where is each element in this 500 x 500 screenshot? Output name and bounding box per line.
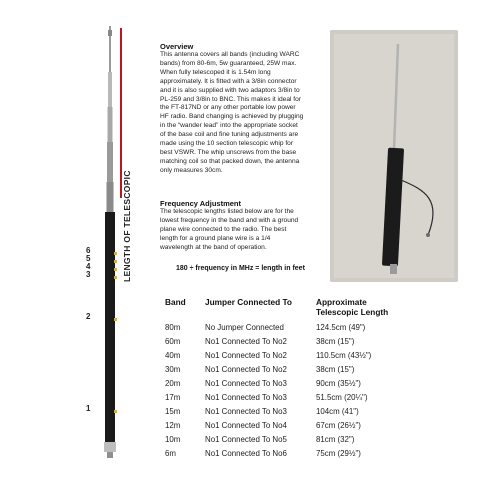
header-band: Band [165,297,186,307]
band-cell: 40m [165,351,181,360]
length-cell: 67cm (26½") [316,421,361,430]
socket-number-2: 2 [86,312,91,321]
text-line: approximately. It is fitted with a 3/8in connector [160,77,297,85]
connector-pin [107,452,113,458]
band-cell: 60m [165,337,181,346]
text-line: wavelength at the band of operation. [160,243,267,251]
length-cell: 110.5cm (43½") [316,351,372,360]
table-row [165,365,465,379]
jumper-cell: No Jumper Connected [205,323,284,332]
length-cell: 75cm (29½") [316,449,361,458]
band-cell: 6m [165,449,176,458]
vertical-length-label: LENGTH OF TELESCOPIC [122,170,132,282]
band-table [165,297,465,463]
text-line: lowest frequency in the band and with a ground [160,216,299,224]
table-header [165,297,465,323]
coil-body [105,212,115,442]
text-line: This antenna covers all bands (including WARC [160,51,300,58]
length-cell: 38cm (15") [316,365,355,374]
socket-2 [114,318,117,321]
frequency-heading: Frequency Adjustment [160,199,241,208]
telescopic-section [107,182,114,212]
socket-number-1: 1 [86,404,91,413]
base-connector [104,442,116,452]
socket-number-6: 6 [86,246,91,255]
length-cell: 90cm (35½") [316,379,361,388]
antenna-photo [330,30,458,282]
text-line: plane wire connected to the radio. The best [160,225,287,233]
text-line: and it is also supplied with two adaptors 3/8in to [160,86,300,94]
text-line: matching coil so that packed down, the antenna [160,157,300,165]
socket-5 [114,260,117,263]
text-line: HF radio. Band changing is achieved by plugging [160,113,304,121]
frequency-formula: 180 ÷ frequency in MHz = length in feet [176,265,305,272]
text-line: length for a ground plane wire is a 1/4 [160,234,271,242]
text-line: best VSWR. The whip unscrews from the base [160,148,297,156]
telescopic-section [107,142,113,182]
header-jumper: Jumper Connected To [205,297,292,307]
whip-cap [108,30,112,36]
jumper-cell: No1 Connected To No3 [205,379,287,388]
band-cell: 10m [165,435,181,444]
photo-connector [390,264,397,274]
socket-1 [114,410,117,413]
text-line: the FT-817ND or any other portable low power [160,104,296,112]
text-line: When fully telescoped it is 1.54m long [160,68,271,76]
table-row [165,407,465,421]
jumper-cell: No1 Connected To No3 [205,393,287,402]
table-row [165,435,465,449]
frequency-text [160,208,328,253]
jumper-cell: No1 Connected To No6 [205,449,287,458]
jumper-cell: No1 Connected To No2 [205,337,287,346]
band-cell: 15m [165,407,181,416]
length-cell: 104cm (41") [316,407,359,416]
telescopic-section [108,107,113,142]
jumper-cell: No1 Connected To No2 [205,351,287,360]
text-line: PL-259 and 3/8in to BNC. This makes it ideal for [160,95,301,103]
text-line: of the base coil and fine tuning adjustments are [160,131,299,139]
table-row [165,449,465,463]
socket-number-4: 4 [86,262,91,271]
header-length-line2: Telescopic Length [316,307,389,317]
jumper-cell: No1 Connected To No3 [205,407,287,416]
band-cell: 80m [165,323,181,332]
telescopic-section [108,72,112,107]
band-cell: 30m [165,365,181,374]
band-cell: 17m [165,393,181,402]
socket-6 [114,252,117,255]
text-line: bands) from 80-6m, 5w guaranteed, 25W max. [160,59,297,67]
jumper-cell: No1 Connected To No2 [205,365,287,374]
header-length-line1: Approximate [316,297,367,307]
text-line: The telescopic lengths listed below are for the [160,208,294,215]
table-row [165,393,465,407]
length-cell: 51.5cm (20¼") [316,393,368,402]
socket-3 [114,276,117,279]
band-cell: 20m [165,379,181,388]
table-row [165,421,465,435]
photo-lead-plug [426,233,430,237]
jumper-cell: No1 Connected To No4 [205,421,287,430]
text-line: only measures 30cm. [160,166,223,174]
socket-4 [114,268,117,271]
overview-heading: Overview [160,42,194,51]
table-row [165,323,465,337]
table-body [165,323,465,463]
table-row [165,351,465,365]
band-cell: 12m [165,421,181,430]
overview-text [160,51,328,176]
text-line: in the “wander lead” into the appropriate socket [160,122,298,130]
jumper-cell: No1 Connected To No5 [205,435,287,444]
socket-number-3: 3 [86,270,91,279]
length-cell: 81cm (32") [316,435,355,444]
length-cell: 124.5cm (49") [316,323,366,332]
length-cell: 38cm (15") [316,337,355,346]
text-line: made using the 10 section telescopic whip for [160,140,294,148]
socket-number-5: 5 [86,254,91,263]
table-row [165,379,465,393]
table-row [165,337,465,351]
